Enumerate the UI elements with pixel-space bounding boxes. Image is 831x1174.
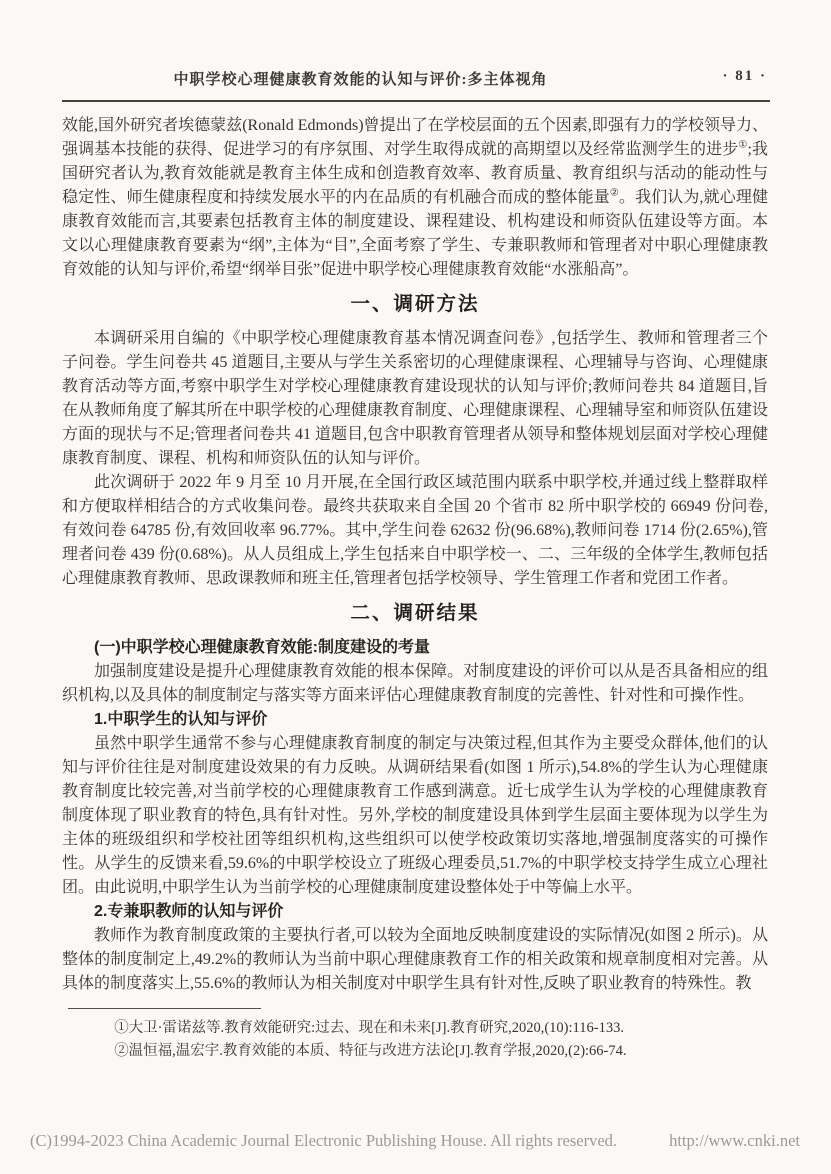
header-rule — [62, 100, 770, 102]
results-subsection-heading: (一)中职学校心理健康教育效能:制度建设的考量 — [94, 639, 430, 656]
intro-paragraph — [62, 114, 768, 282]
footnote-1: ①大卫·雷诺兹等.教育效能研究:过去、现在和未来[J].教育研究,2020,(10):116-133. — [114, 1020, 624, 1036]
results-item2-paragraph: 教师作为教育制度政策的主要执行者,可以较为全面地反映制度建设的实际情况(如图 2 所示)。从整体的制度制定上,49.2%的教师认为当前中职心理健康教育工作的相关政策和规章制度相对完善。从具体的制度落实上,55.6%的教师认为相关制度对中职学生具有针对性,反映了职业教育的特殊性。教 — [62, 927, 768, 992]
section-heading-methods: 一、调研方法 — [350, 294, 480, 315]
results-item2-heading: 2.专兼职教师的认知与评价 — [94, 903, 284, 920]
methods-paragraph-2: 此次调研于 2022 年 9 月至 10 月开展,在全国行政区域范围内联系中职学校,并通过线上整群取样和方便取样相结合的方式收集问卷。最终共获取来自全国 20 个省市 82 所中职学校的 66949 份问卷,有效问卷 64785 份,有效回收率 96.77%。其中,学生问卷 62632 份(96.68%),教师问卷 1714 份(2.65%),管理者问卷 439 份(0.68%)。从人员组成上,学生包括来自中职学校一、二、三年级的全体学生,教师包括心理健康教育教师、思政课教师和班主任,管理者包括学校领导、学生管理工作者和党团工作者。 — [62, 474, 768, 587]
page-number: · 81 · — [722, 68, 767, 84]
footnote-divider — [68, 1008, 261, 1009]
page-footer — [30, 1131, 800, 1151]
intro-text-2: ;我国研究者认为,教育效能就是教育主体生成和创造教育效率、教育质量、教育组织与活动的能动性与稳定性、师生健康程度和持续发展水平的内在品质的有机融合而成的整体能量 — [62, 141, 768, 206]
intro-text-1: 效能,国外研究者埃德蒙兹(Ronald Edmonds)曾提出了在学校层面的五个因素,即强有力的学校领导力、强调基本技能的获得、促进学习的有序氛围、对学生取得成就的高期望以及经常监测学生的进步 — [62, 117, 768, 158]
results-item1-heading: 1.中职学生的认知与评价 — [94, 711, 268, 728]
section-heading-results: 二、调研结果 — [350, 603, 480, 624]
running-title: 中职学校心理健康教育效能的认知与评价:多主体视角 — [173, 72, 548, 88]
footnote-2: ②温恒福,温宏宇.教育效能的本质、特征与改进方法论[J].教育学报,2020,(2):66-74. — [114, 1043, 627, 1059]
methods-paragraph-1: 本调研采用自编的《中职学校心理健康教育基本情况调查问卷》,包括学生、教师和管理者三个子问卷。学生问卷共 45 道题目,主要从与学生关系密切的心理健康课程、心理辅导与咨询、心理健康教育活动等方面,考察中职学生对学校心理健康教育建设现状的认知与评价;教师问卷共 84 道题目,旨在从教师角度了解其所在中职学校的心理健康教育制度、心理健康课程、心理辅导室和师资队伍建设方面的现状与不足;管理者问卷共 41 道题目,包含中职教育管理者从领导和整体规划层面对学校心理健康教育制度、课程、机构和师资队伍的认知与评价。 — [62, 330, 768, 467]
results-item1-paragraph: 虽然中职学生通常不参与心理健康教育制度的制定与决策过程,但其作为主要受众群体,他们的认知与评价往往是对制度建设效果的有力反映。从调研结果看(如图 1 所示),54.8%的学生认为心理健康教育制度比较完善,对当前学校的心理健康教育工作感到满意。近七成学生认为学校的心理健康教育制度体现了职业教育的特色,具有针对性。另外,学校的制度建设具体到学生层面主要体现为以学生为主体的班级组织和学校社团等组织机构,这些组织可以使学校政策切实落地,增强制度落实的可操作性。从学生的反馈来看,59.6%的中职学校设立了班级心理委员,51.7%的中职学校支持学生成立心理社团。由此说明,中职学生认为当前学校的心理健康制度建设整体处于中等偏上水平。 — [62, 735, 768, 896]
article-body — [62, 114, 768, 996]
copyright-notice: (C)1994-2023 China Academic Journal Electronic Publishing House. All rights reserved. — [30, 1131, 618, 1150]
running-header — [62, 68, 769, 90]
footnote-ref-2: ② — [609, 187, 619, 199]
results-intro-paragraph: 加强制度建设是提升心理健康教育效能的根本保障。对制度建设的评价可以从是否具备相应的组织机构,以及具体的制度制定与落实等方面来评估心理健康教育制度的完善性、针对性和可操作性。 — [62, 663, 768, 704]
intro-text-3: 。我们认为,就心理健康教育效能而言,其要素包括教育主体的制度建设、课程建设、机构建设和师资队伍建设等方面。本文以心理健康教育要素为“纲”,主体为“目”,全面考察了学生、专兼职教师和管理者对中职心理健康教育效能的认知与评价,希望“纲举目张”促进中职学校心理健康教育效能“水涨船高”。 — [62, 189, 768, 278]
cnki-url: http://www.cnki.net — [669, 1131, 800, 1150]
footnote-ref-1: ① — [738, 139, 748, 151]
footnotes-block — [62, 1008, 768, 1063]
